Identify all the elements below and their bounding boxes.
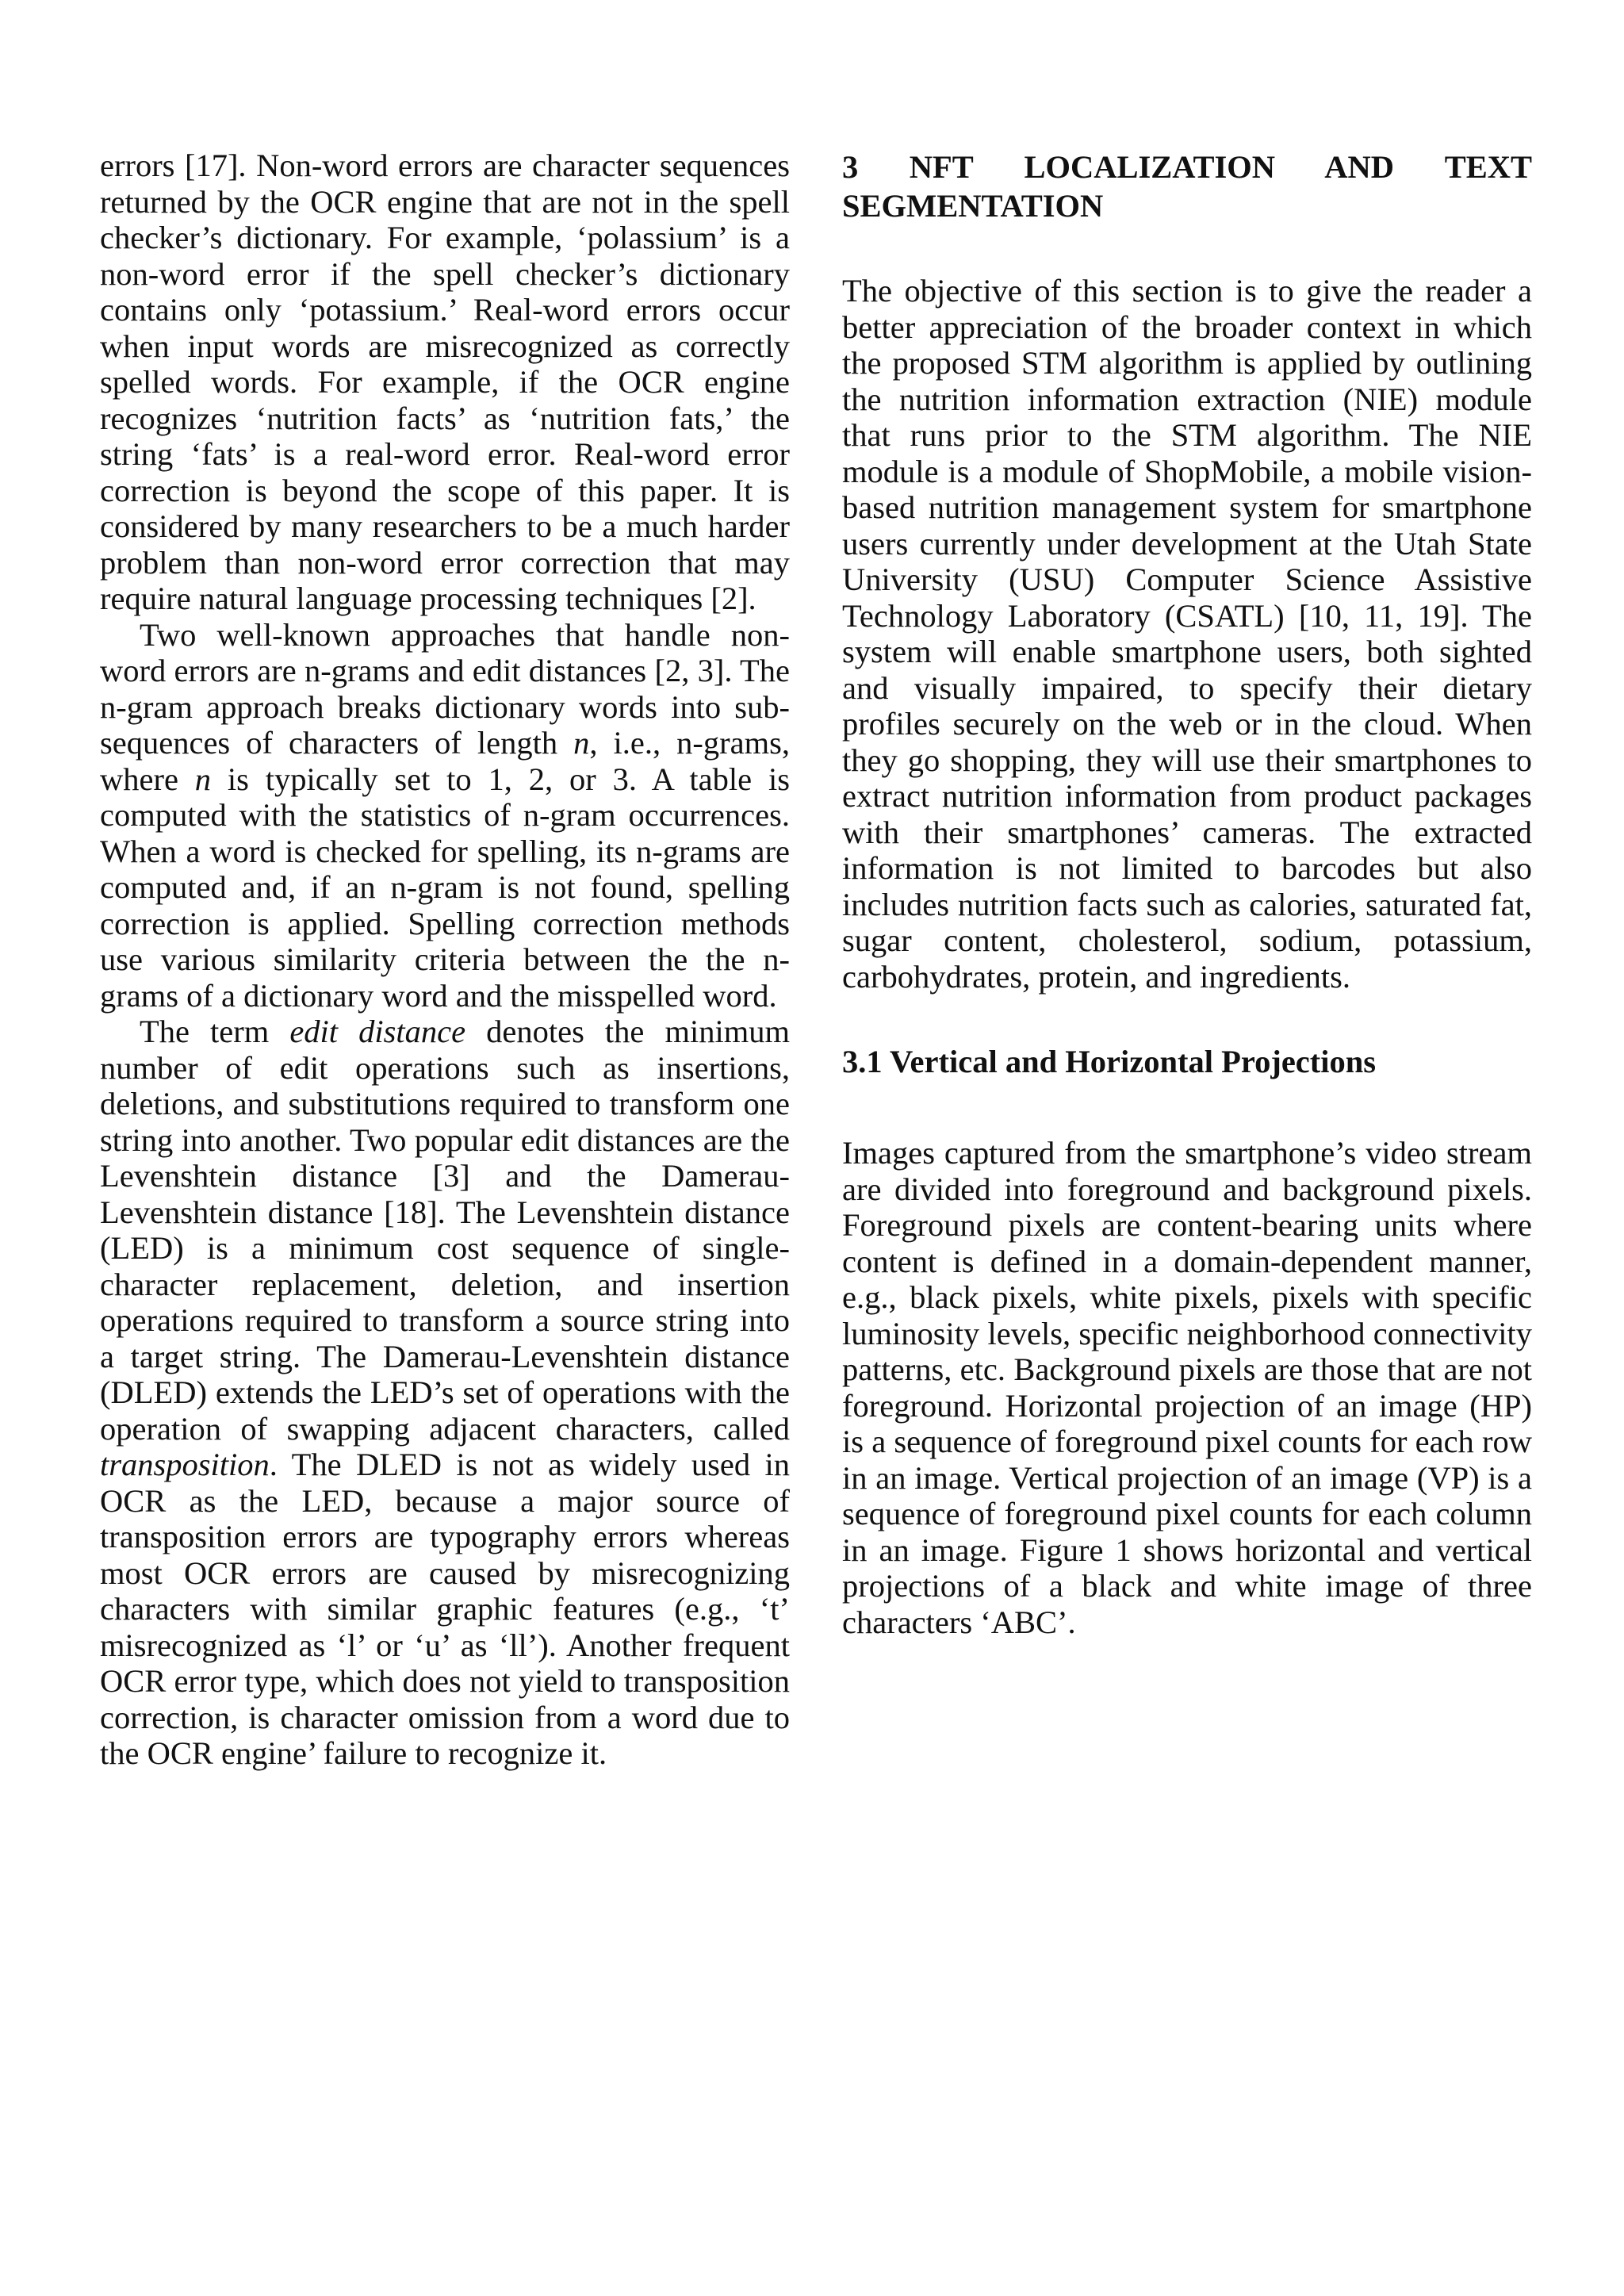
- text-run: The term: [140, 1014, 290, 1049]
- italic-term-edit-distance: edit distance: [289, 1014, 466, 1049]
- spacer: [842, 995, 1532, 1042]
- paragraph-projections: Images captured from the smartphone’s video stream are divided into foreground and background pixels. Foreground pixels are content-bearing units where content is defined in a domain-dependent manner, e.g., black pixels, white pixels, pixels with specific luminosity levels, specific neighborhood connectivity patterns, etc. Background pixels are those that are not foreground. Horizontal projection of an image (HP) is a sequence of foreground pixel counts for each row in an image. Vertical projection of an image (VP) is a sequence of foreground pixel counts for each column in an image. Figure 1 shows horizontal and vertical projections of a black and white image of three characters ‘ABC’.: [842, 1135, 1532, 1640]
- text-run: , i.e., n-grams, where: [100, 725, 790, 797]
- paragraph-nie-context: The objective of this section is to give the reader a better appreciation of the broader context in which the proposed STM algorithm is applied by outlining the nutrition information extraction (NIE) module that runs prior to the STM algorithm. The NIE module is a module of ShopMobile, a mobile vision-based nutrition management system for smartphone users currently under development at the Utah State University (USU) Computer Science Assistive Technology Laboratory (CSATL) [10, 11, 19]. The system will enable smartphone users, both sighted and visually impaired, to specify their dietary profiles securely on the web or in the cloud. When they go shopping, they will use their smartphones to extract nutrition information from product packages with their smartphones’ cameras. The extracted information is not limited to barcodes but also includes nutrition facts such as calories, saturated fat, sugar content, cholesterol, sodium, potassium, carbohydrates, protein, and ingredients.: [842, 273, 1532, 995]
- text-run: . The DLED is not as widely used in OCR as the LED, because a major source of transposition errors are typography errors whereas most OCR errors are caused by misrecognizing characters with similar graphic features (e.g., ‘t’ misrecognized as ‘l’ or ‘u’ as ‘ll’). Another frequent OCR error type, which does not yield to transposition correction, is character omission from a word due to the OCR engine’ failure to recognize it.: [100, 1447, 790, 1771]
- paragraph-ocr-error-types: errors [17]. Non-word errors are character sequences returned by the OCR engine that are not in the spell checker’s dictionary. For example, ‘polassium’ is a non-word error if the spell checker’s dictionary contains only ‘potassium.’ Real-word errors occur when input words are misrecognized as correctly spelled words. For example, if the OCR engine recognizes ‘nutrition facts’ as ‘nutrition fats,’ the string ‘fats’ is a real-word error. Real-word error correction is beyond the scope of this paper. It is considered by many researchers to be a much harder problem than non-word error correction that may require natural language processing techniques [2].: [100, 148, 790, 616]
- paragraph-ngram-approach: [100, 617, 790, 1014]
- text-run: is typically set to 1, 2, or 3. A table is computed with the statistics of n-gram occurrences. When a word is checked for spelling, its n-grams are computed and, if an n-gram is not found, spelling correction is applied. Spelling correction methods use various similarity criteria between the the n-grams of a dictionary word and the misspelled word.: [100, 761, 791, 1014]
- text-run: Two well-known approaches that handle non-word errors are n-grams and edit distances [2, 3]. The n-gram approach breaks dictionary words into sub-sequences of characters of length: [100, 616, 790, 761]
- text-run: denotes the minimum number of edit operations such as insertions, deletions, and substitutions required to transform one string into another. Two popular edit distances are the Levenshtein distance [3] and the Damerau-Levenshtein distance [18]. The Levenshtein distance (LED) is a minimum cost sequence of single-character replacement, deletion, and insertion operations required to transform a source string into a target string. The Damerau-Levenshtein distance (DLED) extends the LED’s set of operations with the operation of swapping adjacent characters, called: [100, 1014, 790, 1447]
- spacer: [842, 1081, 1532, 1135]
- paragraph-edit-distance: [100, 1014, 790, 1772]
- left-column: [100, 148, 790, 1772]
- spacer: [842, 225, 1532, 273]
- italic-n: n: [573, 725, 590, 761]
- right-column: [842, 148, 1532, 1640]
- subsection-heading: 3.1 Vertical and Horizontal Projections: [842, 1044, 1377, 1079]
- italic-term-transposition: transposition: [100, 1447, 270, 1482]
- section-heading: 3 NFT LOCALIZATION AND TEXT SEGMENTATION: [842, 149, 1532, 224]
- italic-n: n: [194, 761, 212, 797]
